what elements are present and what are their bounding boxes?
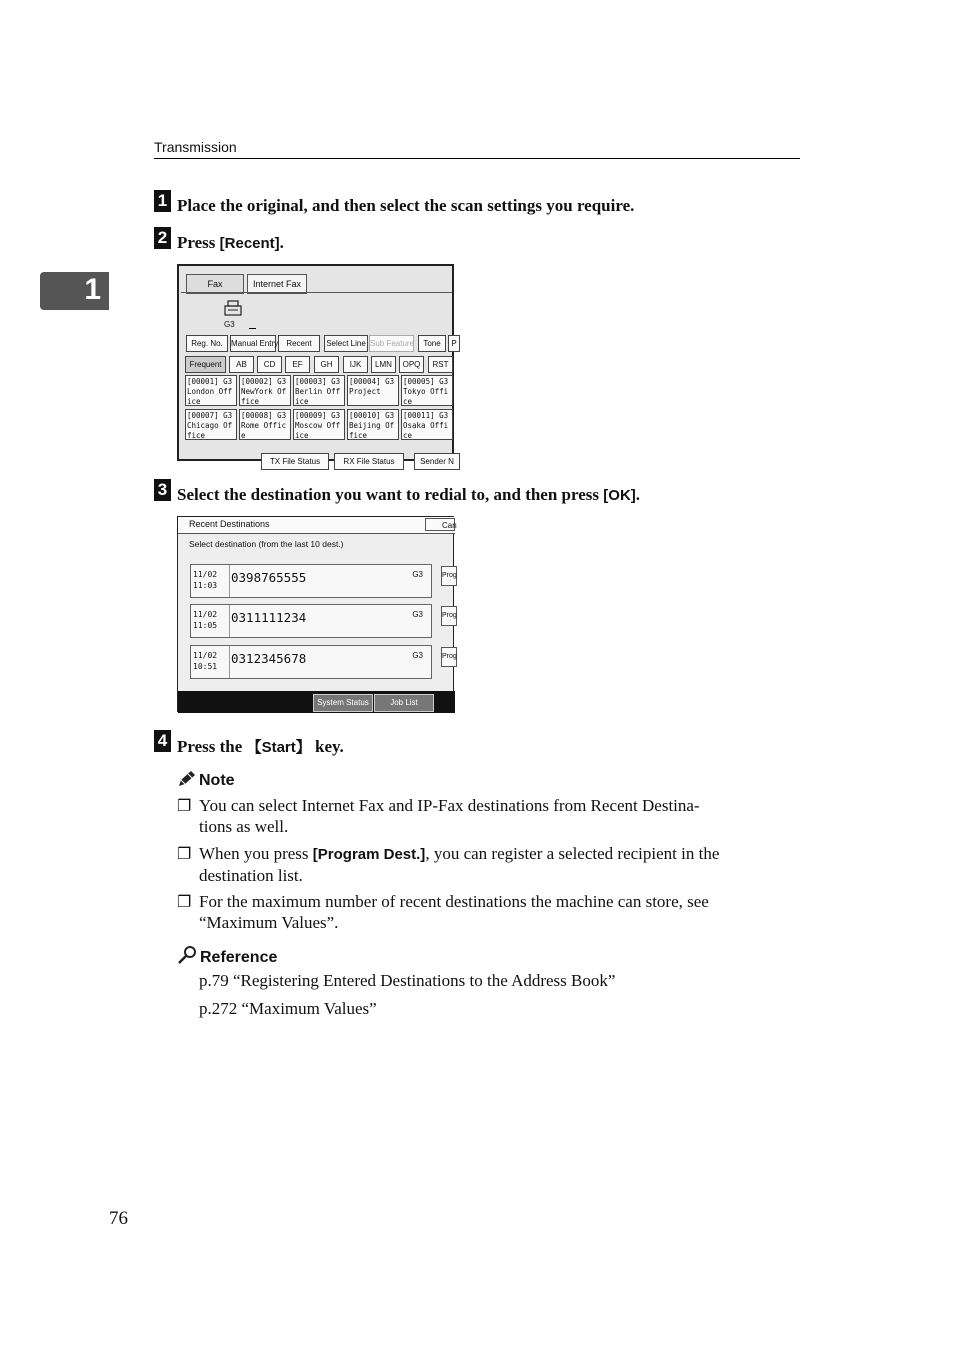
start-key: 【Start】 (246, 739, 311, 756)
destination-entry[interactable]: [00002] G3 NewYork Office (239, 375, 291, 406)
program-dest-button[interactable]: Prog (441, 606, 457, 626)
index-tab-ab[interactable]: AB (229, 356, 254, 373)
chapter-tab (40, 272, 109, 310)
step-2-text: Press [Recent]. (177, 233, 284, 252)
row-date: 11/02 10:51 (193, 651, 218, 671)
note-item-1: You can select Internet Fax and IP-Fax destinations from Recent Destina- tions as well. (199, 796, 700, 836)
checkbox-bullet-icon: ❐ (177, 798, 192, 815)
destination-entry[interactable]: [00011] G3 Osaka Office (401, 409, 453, 440)
program-dest-button[interactable]: Prog (441, 647, 457, 667)
tone-button[interactable]: Tone (418, 335, 446, 352)
index-tab-frequent[interactable]: Frequent (185, 356, 226, 373)
row-mode: G3 (412, 610, 423, 619)
program-dest-button[interactable]: Prog (441, 566, 457, 586)
job-list-button[interactable]: Job List (374, 694, 434, 712)
destination-entry[interactable]: [00005] G3 Tokyo Office (401, 375, 453, 406)
note-item-2: When you press [Program Dest.], you can register a selected recipient in the destination list. (199, 844, 720, 885)
instruction-text: Select destination (from the last 10 dest.) (189, 539, 344, 549)
recent-destination-row[interactable] (190, 645, 432, 679)
tab-fax[interactable]: Fax (186, 274, 244, 294)
recent-destination-row[interactable] (190, 564, 432, 598)
manual-entry-button[interactable]: Manual Entry (230, 335, 276, 352)
p-button[interactable]: P (448, 335, 460, 352)
checkbox-bullet-icon: ❐ (177, 894, 192, 911)
cancel-button[interactable]: Can (425, 518, 455, 531)
recent-key: [Recent] (219, 235, 280, 252)
running-title: Transmission (154, 139, 237, 155)
index-tab-rst[interactable]: RST (428, 356, 453, 373)
screen-title: Recent Destinations (189, 519, 270, 529)
select-line-button[interactable]: Select Line (324, 335, 368, 352)
row-date: 11/02 11:03 (193, 570, 218, 590)
step-number-4: 4 (154, 730, 171, 752)
index-tab-lmn[interactable]: LMN (371, 356, 396, 373)
fax-machine-icon (223, 300, 243, 316)
row-fax-number: 0311111234 (231, 610, 307, 625)
index-tab-ef[interactable]: EF (285, 356, 310, 373)
row-mode: G3 (412, 651, 423, 660)
destination-entry[interactable]: [00001] G3 London Office (185, 375, 237, 406)
header-rule (154, 158, 800, 159)
row-fax-number: 0398765555 (231, 570, 307, 585)
step-number-2: 2 (154, 227, 171, 249)
step-4-text: Press the 【Start】 key. (177, 737, 344, 756)
fax-screen-screenshot (177, 264, 457, 466)
note-title: Note (199, 772, 235, 789)
index-tab-ijk[interactable]: IJK (343, 356, 368, 373)
tab-internet-fax[interactable]: Internet Fax (247, 274, 307, 294)
note-pencil-icon (177, 770, 197, 788)
page-number: 76 (109, 1208, 128, 1229)
recent-destination-row[interactable] (190, 604, 432, 638)
note-item-3: For the maximum number of recent destinations the machine can store, see “Maximum Values”. (199, 892, 709, 932)
destination-entry[interactable]: [00008] G3 Rome Office (239, 409, 291, 440)
row-date: 11/02 11:05 (193, 610, 218, 630)
reference-magnifier-icon (177, 945, 199, 965)
destination-entry[interactable]: [00004] G3 Project (347, 375, 399, 406)
system-status-button[interactable]: System Status (313, 694, 373, 712)
sender-name-button[interactable]: Sender N (414, 453, 460, 470)
index-tab-gh[interactable]: GH (314, 356, 339, 373)
input-cursor (249, 328, 256, 329)
line-label: G3 (224, 320, 235, 329)
ok-key: [OK] (603, 487, 636, 504)
destination-entry[interactable]: [00009] G3 Moscow Office (293, 409, 345, 440)
row-fax-number: 0312345678 (231, 651, 307, 666)
recent-button[interactable]: Recent (278, 335, 320, 352)
step-number-1: 1 (154, 190, 171, 212)
reg-no-button[interactable]: Reg. No. (186, 335, 228, 352)
index-tab-cd[interactable]: CD (257, 356, 282, 373)
step-1-text: Place the original, and then select the scan settings you require. (177, 196, 635, 215)
sub-feature-button[interactable]: Sub Feature (369, 335, 414, 352)
chapter-number: 1 (84, 273, 101, 306)
checkbox-bullet-icon: ❐ (177, 846, 192, 863)
destination-entry[interactable]: [00007] G3 Chicago Office (185, 409, 237, 440)
index-tab-opq[interactable]: OPQ (399, 356, 424, 373)
recent-destinations-screenshot (177, 516, 457, 712)
step-3-text: Select the destination you want to redial to, and then press [OK]. (177, 485, 641, 504)
rx-file-status-button[interactable]: RX File Status (334, 453, 404, 470)
tab-divider (181, 292, 452, 293)
program-dest-key: [Program Dest.] (312, 846, 426, 863)
tx-file-status-button[interactable]: TX File Status (261, 453, 329, 470)
reference-link-1[interactable]: p.79 “Registering Entered Destinations to the Address Book” (199, 971, 616, 990)
destination-entry[interactable]: [00010] G3 Beijing Office (347, 409, 399, 440)
destination-entry[interactable]: [00003] G3 Berlin Office (293, 375, 345, 406)
step-number-3: 3 (154, 479, 171, 501)
row-mode: G3 (412, 570, 423, 579)
reference-title: Reference (200, 949, 278, 966)
reference-link-2[interactable]: p.272 “Maximum Values” (199, 999, 377, 1018)
